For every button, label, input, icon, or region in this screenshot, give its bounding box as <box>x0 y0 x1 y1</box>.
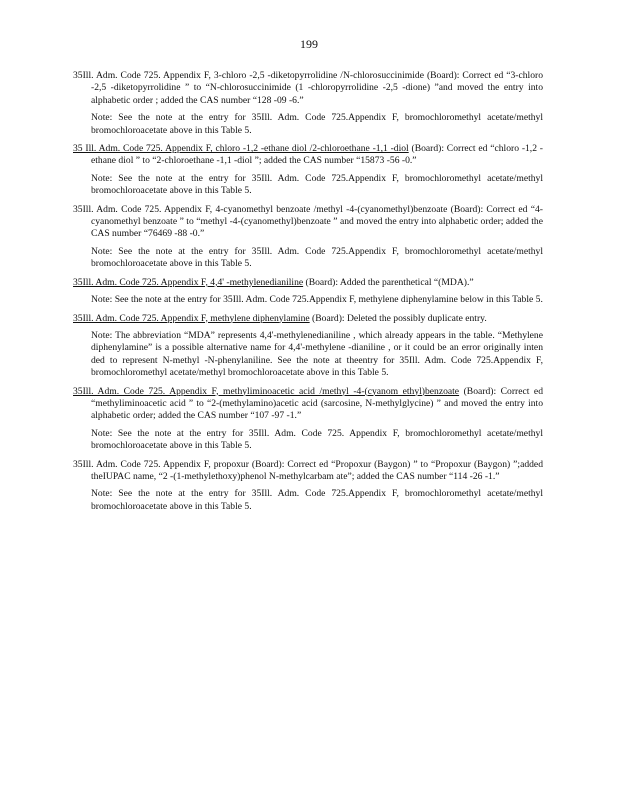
entry-note: Note: See the note at the entry for 35Ill. Adm. Code 725.Appendix F, bromochloromethyl acetate/methyl bromochloroacetate above in this Table 5. <box>91 112 543 136</box>
entry-heading-rest: (Board): Added the parenthetical “(MDA).” <box>303 276 474 288</box>
entry-note: Note: See the note at the entry for 35Ill. Adm. Code 725. Appendix F, bromochloromethyl acetate/methyl bromochloroacetate above in this Table 5. <box>91 427 543 452</box>
entry-heading <box>73 143 543 168</box>
entry-note: Note: See the note at the entry for 35Ill. Adm. Code 725.Appendix F, methylene diphenylamine below in this Table 5. <box>91 294 543 306</box>
page-number: 199 <box>300 37 318 51</box>
entry-note: Note: See the note at the entry for 35Ill. Adm. Code 725.Appendix F, bromochloromethyl acetate/methyl bromochloroacetate above in this Table 5. <box>91 172 543 197</box>
entry-propoxur <box>73 459 543 514</box>
entry-heading-underlined: 35Ill. Adm. Code 725. Appendix F, 4,4' -methylenedianiline <box>73 276 304 288</box>
entry-heading-underlined: 35Ill. Adm. Code 725. Appendix F, methylene diphenylamine <box>73 312 310 324</box>
entry-note: Note: See the note at the entry for 35Ill. Adm. Code 725.Appendix F, bromochloromethyl acetate/methyl bromochloroacetate above in this Table 5. <box>91 488 543 512</box>
entry-heading <box>73 277 543 289</box>
entry-n-chlorosuccinimide <box>73 70 543 137</box>
entry-heading: 35Ill. Adm. Code 725. Appendix F, 3-chloro -2,5 -diketopyrrolidine /N-chlorosuccinimide (Board): Correct ed “3-chloro -2,5 -diketopyrrolidine ” to “N-chlorosuccinimide (1 -chloropyrrolidine -2,5 -dione) ”and moved the entry into alphabetic order ; added the CAS number “128 -09 -6.” <box>73 70 543 106</box>
entry-cyanomethyl-benzoate <box>73 204 543 271</box>
entry-heading-rest: (Board): Correct ed “methyliminoacetic acid ” to “2-(methylamino)acetic acid (sarcosine, N-methylglycine) ” and moved the entry into alphabetic order; added the CAS number “107 -97 -1.” <box>91 385 543 422</box>
entry-heading-rest: (Board): Correct ed “chloro -1,2 -ethane diol ” to “2-chloroethane -1,1 -diol ”; added the CAS number “15873 -56 -0.” <box>91 143 543 167</box>
entry-methylenedianiline <box>73 277 543 307</box>
entry-heading-underlined: 35Ill. Adm. Code 725. Appendix F, methyliminoacetic acid /methyl -4-(cyanom ethyl)benzoate <box>73 385 460 397</box>
entry-list <box>73 70 543 519</box>
entry-chloroethane-diol <box>73 143 543 198</box>
entry-methylene-diphenylamine <box>73 313 543 380</box>
entry-heading: 35Ill. Adm. Code 725. Appendix F, propoxur (Board): Correct ed “Propoxur (Baygon) ” to “Propoxur (Baygon) ”;added theIUPAC name, “2 -(1-methylethoxy)phenol N-methylcarbam ate”; added the CAS number “114 -26 -1.” <box>73 458 543 482</box>
entry-heading-rest: (Board): Deleted the possibly duplicate entry. <box>309 312 487 324</box>
entry-heading: 35Ill. Adm. Code 725. Appendix F, 4-cyanomethyl benzoate /methyl -4-(cyanomethyl)benzoate (Board): Correct ed “4-cyanomethyl benzoate ” to “methyl -4-(cyanomethyl)benzoate ” and moved the entry into alphabetic order; added the CAS number “76469 -88 -0.” <box>73 203 543 240</box>
entry-note: Note: See the note at the entry for 35Ill. Adm. Code 725.Appendix F, bromochloromethyl acetate/methyl bromochloroacetate above in this Table 5. <box>91 245 543 270</box>
entry-heading-underlined: 35 Ill. Adm. Code 725. Appendix F, chloro -1,2 -ethane diol /2-chloroethane -1,1 -diol <box>73 143 409 155</box>
entry-methyliminoacetic-acid <box>73 386 543 453</box>
entry-note: Note: The abbreviation “MDA” represents 4,4'-methylenedianiline , which already appears in the table. “Methylene diphenylamine” is a possible alternative name for 4,4'-methylene -dianiline , or it could be an error originally inten ded to represent N-methyl -N-phenylaniline. See the note at theentry for 35Ill. Adm. Code 725.Appendix F, bromochloromethyl acetate/methyl bromochloroacetate above in this Table 5. <box>91 329 543 379</box>
entry-heading <box>73 313 543 325</box>
entry-heading <box>73 386 543 423</box>
